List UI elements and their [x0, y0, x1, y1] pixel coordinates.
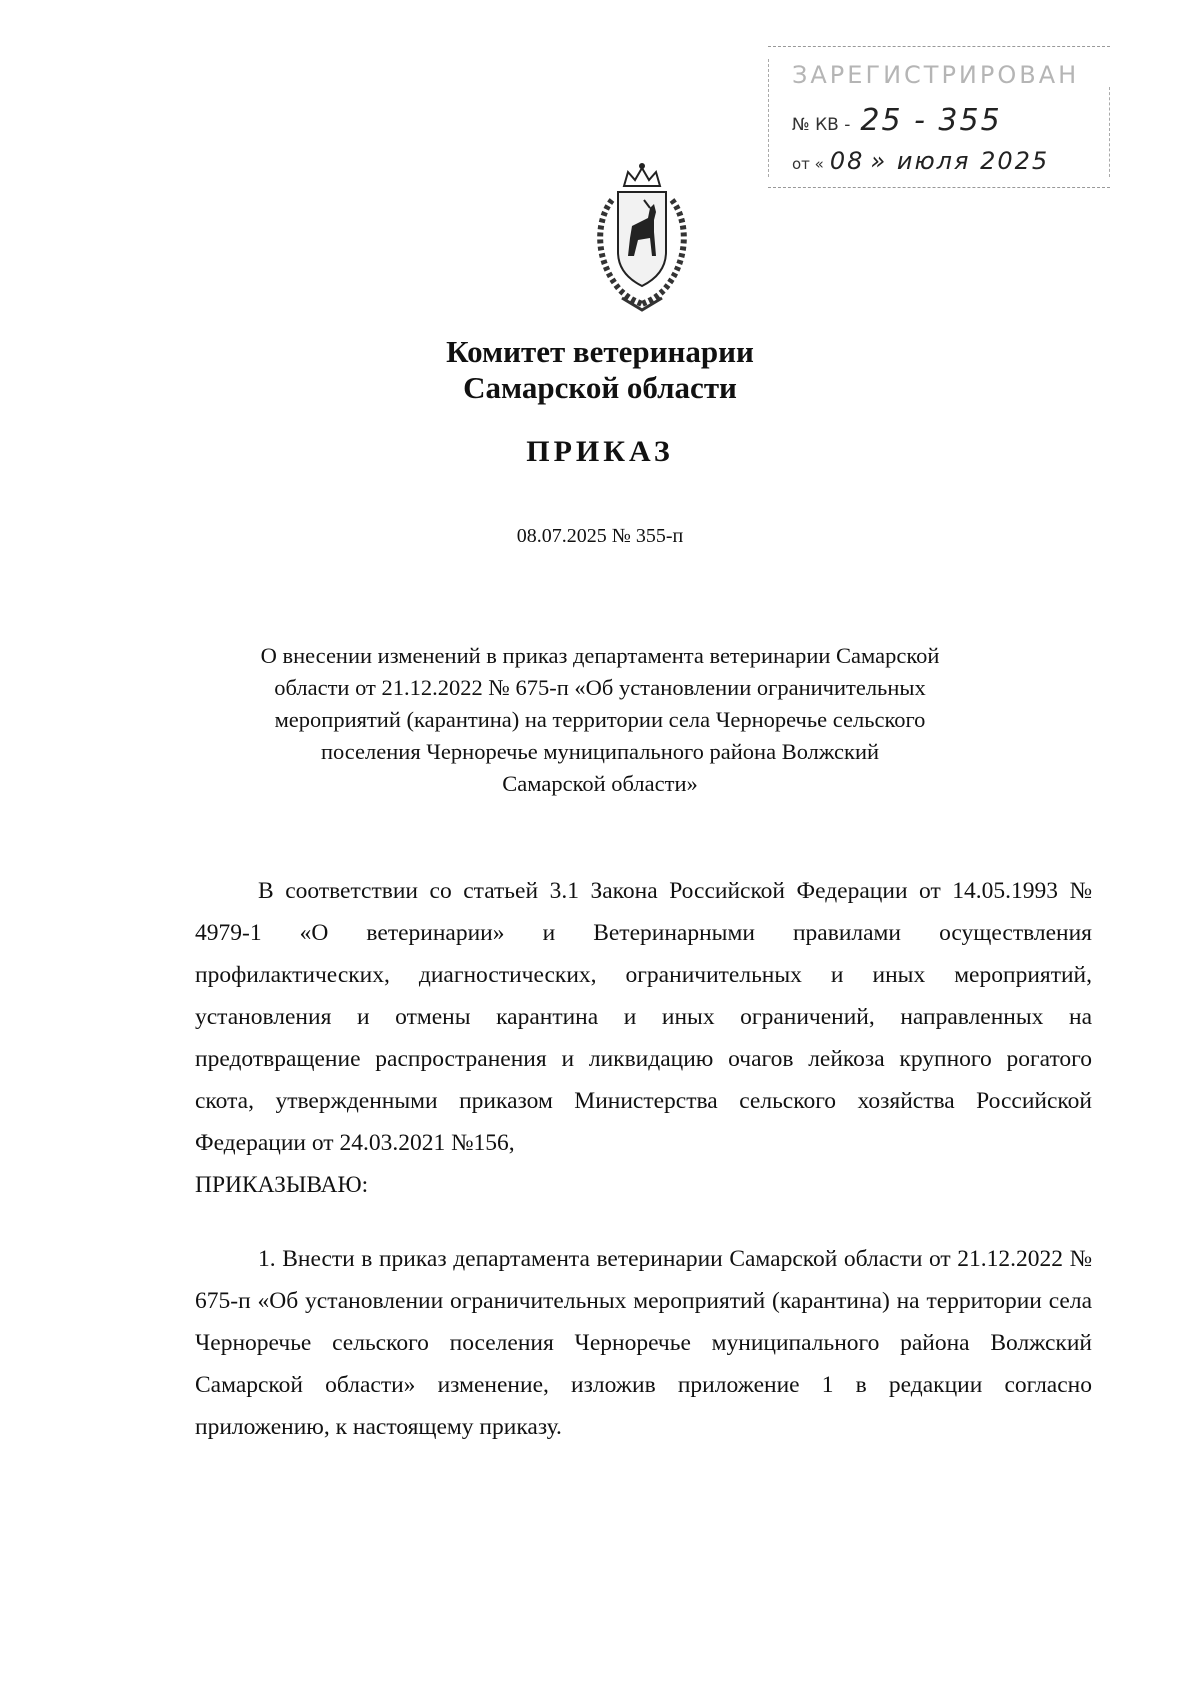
stamp-border-right [1109, 87, 1110, 177]
stamp-date-label: от « [792, 155, 824, 173]
subject-line: Самарской области» [502, 771, 698, 796]
committee-name [0, 334, 1200, 406]
document-date-number: 08.07.2025 № 355-п [516, 525, 684, 547]
samara-coat-of-arms-icon [582, 160, 702, 315]
registration-stamp [768, 46, 1110, 188]
document-type-title: ПРИКАЗ [526, 435, 674, 468]
subject-line: О внесении изменений в приказ департамента ветеринарии Самарской [260, 643, 940, 668]
stamp-title: ЗАРЕГИСТРИРОВАН [792, 61, 1080, 89]
stamp-date [792, 147, 1049, 175]
preamble-text: В соответствии со статьей 3.1 Закона Российской Федерации от 14.05.1993 № 4979-1 «О ветеринарии» и Ветеринарными правилами осуществления профилактических, диагностических, ограничительных и иных мероприятий, установления и отмены карантина и иных ограничений, направленных на предотвращение распространения и ликвидацию очагов лейкоза крупного рогатого скота, утвержденными приказом Министерства сельского хозяйства Российской Федерации от 24.03.2021 №156, [195, 878, 1092, 1156]
document-subject [200, 640, 1000, 800]
order-word: ПРИКАЗЫВАЮ: [195, 1172, 369, 1198]
subject-line: мероприятий (карантина) на территории села Черноречье сельского [274, 707, 926, 732]
stamp-date-day: 08 [829, 147, 865, 175]
stamp-number-value: 25 - 355 [860, 103, 1002, 138]
stamp-number-label: № КВ - [792, 115, 851, 135]
stamp-date-rest: » июля 2025 [870, 147, 1050, 175]
subject-line: поселения Черноречье муниципального района Волжский [320, 739, 880, 764]
order-point-1: 1. Внести в приказ департамента ветеринарии Самарской области от 21.12.2022 № 675-п «Об установлении ограничительных мероприятий (карантина) на территории села Черноречье сельского поселения Черноречье муниципального района Волжский Самарской области» изменение, изложив приложение 1 в редакции согласно приложению, к настоящему приказу. [195, 1246, 1092, 1440]
stamp-border-left [768, 59, 769, 177]
stamp-number [792, 103, 1002, 138]
committee-name-line-1: Комитет ветеринарии [446, 334, 754, 369]
preamble-paragraph [195, 870, 1092, 1206]
subject-line: области от 21.12.2022 № 675-п «Об установлении ограничительных [274, 675, 926, 700]
committee-name-line-2: Самарской области [463, 370, 737, 405]
